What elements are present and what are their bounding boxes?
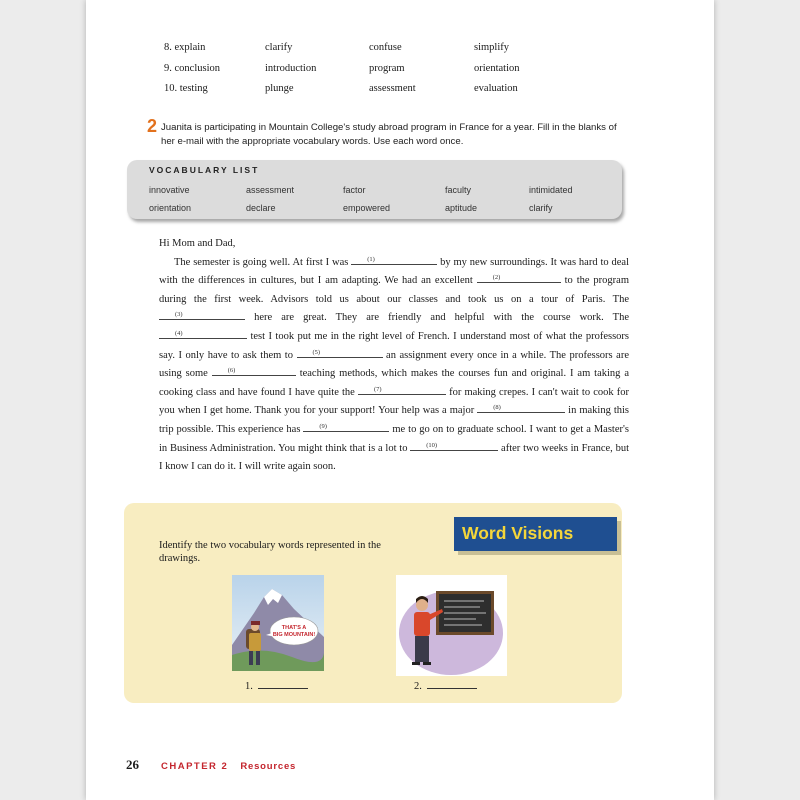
- mountain-hiker-drawing: [232, 575, 324, 671]
- email-letter: [159, 235, 629, 477]
- word-row: [164, 63, 664, 84]
- teacher-chalkboard-drawing: [396, 575, 507, 676]
- answer-1: [245, 679, 308, 692]
- letter-text: test I took put me in the right level of French. I understand most of what the professors say. I only have to ask them to: [159, 330, 629, 361]
- word-item: assessment: [369, 83, 416, 95]
- blank-label: (3): [175, 311, 183, 319]
- vocab-word: aptitude: [445, 203, 478, 213]
- letter-text: after two weeks in France, but I know I can do it. I will write again soon.: [159, 442, 630, 473]
- blank-label: (8): [493, 404, 501, 412]
- word-choice-rows: [164, 42, 664, 104]
- word-visions-box: [124, 503, 622, 703]
- vocabulary-grid: [149, 185, 609, 221]
- answer-2: [414, 679, 477, 692]
- word-item: program: [369, 62, 405, 74]
- word-item: simplify: [474, 42, 510, 53]
- blank-label: (7): [373, 385, 382, 393]
- chapter-title: Resources: [240, 761, 297, 772]
- vocabulary-list-box: [127, 160, 622, 219]
- blank-label: (9): [319, 422, 327, 430]
- blank-label: (1): [367, 255, 375, 263]
- vocab-word: factor: [343, 185, 366, 195]
- page-footer: [126, 756, 296, 774]
- blank-label: (4): [175, 329, 183, 337]
- mountain-hiker-illustration: [232, 575, 324, 671]
- teacher-chalkboard-illustration: [396, 575, 507, 676]
- blank-3[interactable]: [159, 310, 245, 320]
- vocabulary-list-title: VOCABULARY LIST: [149, 165, 260, 175]
- svg-text:THAT'S A: THAT'S A: [281, 625, 307, 631]
- blank-label: (2): [492, 274, 501, 282]
- letter-text: The semester is going well. At first I was: [174, 256, 352, 268]
- vocabulary-row: [149, 185, 609, 203]
- word-row: [164, 42, 664, 63]
- letter-body: [159, 254, 629, 477]
- letter-text: by my new surroundings. It was hard to deal with the differences in cultures, but I am adapting. We had an excellent: [159, 256, 629, 287]
- letter-text: to the program during the first week. Advisors told us about our classes and took us on a tour of Paris. The: [159, 275, 629, 305]
- vocab-word: assessment: [246, 185, 295, 195]
- letter-greeting: Hi Mom and Dad,: [159, 238, 236, 249]
- blank-2[interactable]: [477, 273, 561, 283]
- vocab-word: declare: [246, 203, 276, 213]
- letter-text: an assignment every once in a while. The professors are using some: [159, 349, 629, 380]
- word-item: 8. explain: [164, 42, 206, 53]
- vocab-word: innovative: [149, 185, 190, 195]
- blank-9[interactable]: [303, 422, 389, 432]
- page-number: 26: [126, 757, 139, 772]
- exercise-instructions: Juanita is participating in Mountain College's study abroad program in France for a year. Fill in the blanks of her e-mail with the appropriate vocabulary words. Use each word once.: [161, 122, 617, 147]
- vocabulary-row: [149, 203, 609, 221]
- word-item: plunge: [265, 83, 294, 95]
- letter-text: here are great. They are friendly and helpful with the course work. The: [245, 312, 629, 324]
- blank-8[interactable]: [477, 403, 565, 413]
- blank-4[interactable]: [159, 329, 247, 339]
- blank-10[interactable]: [410, 441, 498, 451]
- blank-5[interactable]: [297, 348, 383, 358]
- word-item: 9. conclusion: [164, 62, 220, 74]
- word-item: introduction: [265, 62, 317, 74]
- answer-label: 2.: [414, 681, 422, 692]
- word-item: orientation: [474, 62, 520, 74]
- vocab-word: intimidated: [529, 185, 573, 195]
- word-visions-banner: [454, 517, 617, 551]
- svg-text:BIG MOUNTAIN!: BIG MOUNTAIN!: [272, 632, 316, 638]
- word-visions-instructions: Identify the two vocabulary words represented in the drawings.: [159, 540, 381, 564]
- vocab-word: empowered: [343, 203, 391, 213]
- blank-6[interactable]: [212, 366, 296, 376]
- letter-text: me to go on to graduate school. I want to get a Master's in Business Administration. You might think that is a lot to: [159, 423, 629, 454]
- answer-blank-1[interactable]: [258, 679, 308, 689]
- vocab-word: faculty: [445, 185, 472, 195]
- blank-1[interactable]: [351, 255, 437, 265]
- vocab-word: clarify: [529, 203, 553, 213]
- word-item: clarify: [265, 42, 293, 53]
- letter-text: teaching methods, which makes the courses fun and original. I am taking a cooking class and have found I have quite the: [159, 368, 629, 398]
- answer-blank-2[interactable]: [427, 679, 477, 689]
- chapter-label: CHAPTER 2: [161, 761, 229, 772]
- blank-label: (10): [426, 441, 438, 449]
- vocab-word: orientation: [149, 203, 192, 213]
- blank-label: (5): [312, 348, 321, 356]
- blank-7[interactable]: [358, 385, 446, 395]
- blank-label: (6): [227, 367, 236, 375]
- word-item: 10. testing: [164, 83, 208, 95]
- answer-label: 1.: [245, 681, 253, 692]
- word-row: [164, 83, 664, 104]
- word-item: confuse: [369, 42, 402, 53]
- letter-text: for making crepes. I can't wait to cook for you when I get home. Thank you for your support! Your help was a major: [159, 386, 629, 417]
- letter-text: in making this trip possible. This experience has: [159, 405, 629, 435]
- word-item: evaluation: [474, 83, 518, 95]
- textbook-page: [86, 0, 714, 800]
- exercise-number: 2: [147, 116, 158, 136]
- word-visions-title: Word Visions: [462, 523, 574, 543]
